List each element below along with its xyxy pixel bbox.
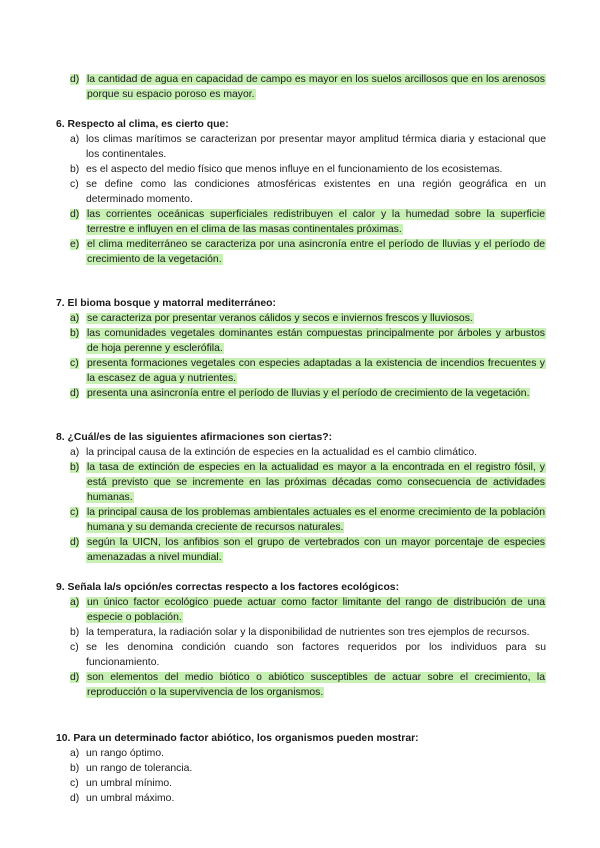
answer-option — [56, 207, 546, 237]
answer-option — [56, 761, 546, 776]
option-letter: c) — [70, 778, 79, 789]
answer-option — [56, 326, 546, 356]
answer-option — [56, 386, 546, 401]
option-text: la tasa de extinción de especies en la actualidad es mayor a la encontrada en el registro fósil, y está previsto que se incremente en las próximas décadas como consecuencia de actividades humanas. — [87, 462, 545, 503]
option-letter: d) — [70, 74, 80, 85]
option-text: un umbral máximo. — [86, 793, 175, 804]
question-title: 7. El bioma bosque y matorral mediterráneo: — [56, 298, 276, 309]
option-text: el clima mediterráneo se caracteriza por una asincronía entre el período de lluvias y el período de crecimiento de la vegetación. — [87, 239, 545, 265]
option-text: según la UICN, los anfibios son el grupo de vertebrados con un mayor porcentaje de especies amenazadas a nivel mundial. — [87, 537, 545, 563]
option-letter: c) — [70, 358, 79, 369]
option-text: presenta formaciones vegetales con especies adaptadas a la existencia de incendios frecuentes y la escasez de agua y nutrientes. — [87, 358, 545, 384]
option-letter: a) — [70, 447, 80, 458]
option-text: la principal causa de la extinción de especies en la actualidad es el cambio climático. — [86, 447, 478, 458]
option-letter: b) — [70, 627, 80, 638]
answer-option — [56, 505, 546, 535]
option-letter: d) — [70, 388, 80, 399]
option-letter: c) — [70, 642, 79, 653]
option-letter: d) — [70, 672, 80, 683]
question-6 — [56, 117, 546, 267]
question-title: 8. ¿Cuál/es de las siguientes afirmaciones son ciertas?: — [56, 432, 333, 443]
option-letter: e) — [70, 239, 80, 250]
option-text: se caracteriza por presentar veranos cálidos y secos e inviernos frescos y lluviosos. — [87, 313, 473, 324]
option-text: un rango óptimo. — [86, 748, 164, 759]
answer-option — [56, 72, 546, 102]
question-5-continuation — [56, 72, 546, 102]
option-text: las corrientes oceánicas superficiales redistribuyen el calor y la humedad sobre la superficie terrestre e influyen en el clima de las masas continentales próximas. — [87, 209, 545, 235]
option-letter: a) — [70, 597, 80, 608]
option-text: la cantidad de agua en capacidad de campo es mayor en los suelos arcillosos que en los arenosos porque su espacio poroso es mayor. — [87, 74, 545, 100]
answer-option — [56, 776, 546, 791]
answer-option — [56, 162, 546, 177]
option-text: un umbral mínimo. — [86, 778, 173, 789]
answer-option — [56, 595, 546, 625]
question-title: 9. Señala la/s opción/es correctas respecto a los factores ecológicos: — [56, 582, 400, 593]
option-letter: a) — [70, 748, 80, 759]
answer-option — [56, 445, 546, 460]
option-text: la temperatura, la radiación solar y la disponibilidad de nutrientes son tres ejemplos de recursos. — [86, 627, 530, 638]
option-text: se define como las condiciones atmosféricas existentes en una región geográfica en un determinado momento. — [86, 179, 546, 205]
option-letter: c) — [70, 507, 79, 518]
option-letter: b) — [70, 763, 80, 774]
option-text: la principal causa de los problemas ambientales actuales es el enorme crecimiento de la población humana y su demanda creciente de recursos naturales. — [87, 507, 545, 533]
option-text: son elementos del medio biótico o abiótico susceptibles de actuar sobre el crecimiento, la reproducción o la supervivencia de los organismos. — [87, 672, 545, 698]
answer-option — [56, 460, 546, 505]
answer-option — [56, 791, 546, 806]
option-letter: a) — [70, 134, 80, 145]
question-7 — [56, 296, 546, 401]
answer-option — [56, 132, 546, 162]
option-letter: c) — [70, 179, 79, 190]
option-text: los climas marítimos se caracterizan por presentar mayor amplitud térmica diaria y estacional que los continentales. — [86, 134, 546, 160]
question-title: 6. Respecto al clima, es cierto que: — [56, 119, 229, 130]
question-9 — [56, 580, 546, 700]
answer-option — [56, 670, 546, 700]
question-title: 10. Para un determinado factor abiótico, los organismos pueden mostrar: — [56, 733, 419, 744]
answer-option — [56, 746, 546, 761]
question-10 — [56, 731, 546, 806]
option-letter: a) — [70, 313, 80, 324]
option-text: un único factor ecológico puede actuar como factor limitante del rango de distribución de una especie o población. — [87, 597, 545, 623]
option-text: las comunidades vegetales dominantes están compuestas principalmente por árboles y arbustos de hoja perenne y esclerófila. — [87, 328, 545, 354]
answer-option — [56, 311, 546, 326]
answer-option — [56, 237, 546, 267]
option-text: es el aspecto del medio físico que menos influye en el funcionamiento de los ecosistemas. — [86, 164, 503, 175]
option-letter: d) — [70, 793, 80, 804]
option-letter: d) — [70, 209, 80, 220]
answer-option — [56, 177, 546, 207]
answer-option — [56, 535, 546, 565]
option-text: un rango de tolerancia. — [86, 763, 193, 774]
option-letter: b) — [70, 164, 80, 175]
answer-option — [56, 625, 546, 640]
option-text: presenta una asincronía entre el período de lluvias y el período de crecimiento de la vegetación. — [87, 388, 530, 399]
question-8 — [56, 430, 546, 565]
answer-option — [56, 640, 546, 670]
option-letter: d) — [70, 537, 80, 548]
option-letter: b) — [70, 328, 80, 339]
option-letter: b) — [70, 462, 80, 473]
answer-option — [56, 356, 546, 386]
option-text: se les denomina condición cuando son factores requeridos por los individuos para su funcionamiento. — [86, 642, 546, 668]
